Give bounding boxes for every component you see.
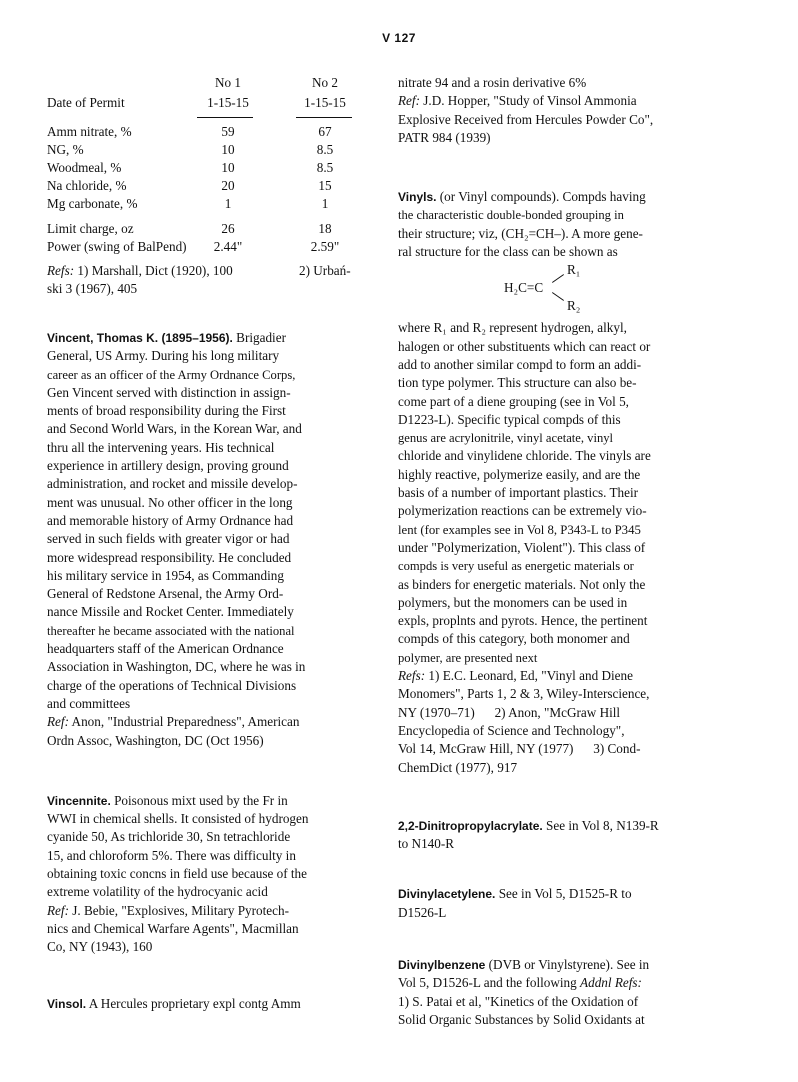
entry-title: Divinylbenzene — [398, 957, 486, 972]
formula-bond — [552, 292, 564, 301]
entry-line: career as an officer of the Army Ordnance Corps, — [47, 367, 296, 382]
entry-line: his military service in 1954, as Commanding — [47, 567, 284, 583]
entry-dinitropropylacrylate — [398, 817, 696, 854]
row-value-no2: 8.5 — [316, 142, 334, 157]
entry-line: basis of a number of important plastics. Their — [398, 485, 639, 501]
ref-text: J.D. Hopper, "Study of Vinsol Ammonia — [423, 93, 637, 109]
row-label: Power (swing of BalPend) — [47, 239, 187, 254]
addnl-refs-label: Addnl Refs: — [580, 975, 642, 991]
ref-text: Co, NY (1943), 160 — [47, 939, 153, 955]
ref-text: NY (1970–71) 2) Anon, "McGraw Hill — [398, 704, 621, 720]
row-value-no1: 10 — [221, 142, 235, 157]
entry-line: more widespread responsibility. He concluded — [47, 549, 292, 565]
date-no1: 1-15-15 — [207, 95, 249, 110]
entry-line: Brigadier — [236, 330, 286, 345]
row-label: Woodmeal, % — [47, 160, 122, 175]
entry-line: Vol 5, D1526-L and the following — [398, 975, 577, 991]
ref-label: Ref: — [47, 714, 69, 730]
entry-line: headquarters staff of the American Ordnance — [47, 641, 284, 657]
table-row — [47, 141, 355, 159]
ref-text: Vol 14, McGraw Hill, NY (1977) 3) Cond- — [398, 741, 641, 757]
entry-vincennite — [47, 792, 355, 957]
entry-line: Solid Organic Substances by Solid Oxidants at — [398, 1011, 645, 1027]
entry-title: Divinylacetylene. — [398, 887, 496, 902]
entry-line: administration, and rocket and missile develop- — [47, 476, 298, 492]
entry-line: nitrate 94 and a rosin derivative 6% — [398, 75, 587, 90]
entry-line: their structure; viz, (CH₂=CH–). A more gene- — [398, 225, 643, 241]
entry-line: WWI in chemical shells. It consisted of hydrogen — [47, 811, 309, 827]
entry-line: experience in artillery design, proving ground — [47, 458, 289, 474]
row-label: Na chloride, % — [47, 178, 127, 193]
entry-line: ments of broad responsibility during the First — [47, 403, 286, 419]
row-value-no2: 15 — [318, 178, 332, 193]
entry-line: nance Missile and Rocket Center. Immediately — [47, 604, 294, 620]
row-value-no1: 59 — [221, 124, 235, 139]
refs-label: Refs: — [398, 668, 426, 684]
row-label: Limit charge, oz — [47, 221, 134, 236]
entry-line: chloride and vinylidene chloride. The vinyls are — [398, 448, 651, 464]
entry-title: Vinyls. — [398, 190, 437, 205]
table-header-row — [47, 74, 355, 92]
entry-line: ral structure for the class can be shown as — [398, 244, 618, 260]
ref-label: Ref: — [398, 93, 420, 109]
table-row — [47, 177, 355, 195]
ref-text: Anon, "Industrial Preparedness", American — [71, 714, 300, 730]
table-row — [47, 195, 355, 213]
entry-line: General, US Army. During his long military — [47, 348, 280, 364]
entry-line: thereafter he became associated with the national — [47, 623, 295, 638]
entry-line: and committees — [47, 695, 131, 711]
table-refs-row2 — [47, 280, 355, 298]
row-value-no2: 8.5 — [316, 160, 334, 175]
row-label: Amm nitrate, % — [47, 124, 132, 139]
entry-line: obtaining toxic concns in field use because of the — [47, 866, 308, 882]
ref-text: Monomers", Parts 1, 2 & 3, Wiley-Interscience, — [398, 686, 650, 702]
entry-line: the characteristic double-bonded grouping in — [398, 208, 624, 223]
ref-text: Explosive Received from Hercules Powder Co", — [398, 111, 654, 127]
entry-line: thru all the intervening years. His technical — [47, 439, 275, 455]
ref-text: 1) E.C. Leonard, Ed, "Vinyl and Diene — [428, 668, 633, 684]
entry-line: 1) S. Patai et al, "Kinetics of the Oxidation of — [398, 993, 639, 1009]
row-value-no1: 10 — [221, 160, 235, 175]
entry-title: Vincent, Thomas K. (1895–1956). — [47, 331, 233, 345]
entry-line: (DVB or Vinylstyrene). See in — [488, 956, 650, 972]
permit-table — [47, 74, 355, 296]
right-column — [398, 74, 696, 1029]
entry-divinylbenzene — [398, 956, 696, 1029]
entry-line: 15, and chloroform 5%. There was difficulty in — [47, 847, 296, 863]
refs-line1: 1) Marshall, Dict (1920), 100 — [77, 263, 233, 278]
entry-line: Association in Washington, DC, where he was in — [47, 659, 306, 675]
formula-r1: R₁ — [567, 262, 581, 278]
header-no2: No 2 — [311, 75, 338, 90]
table-row — [47, 238, 355, 256]
page-number: V 127 — [382, 31, 416, 45]
row-value-no2: 1 — [321, 196, 329, 211]
entry-line: and memorable history of Army Ordnance had — [47, 512, 294, 528]
entry-line: General of Redstone Arsenal, the Army Ord- — [47, 586, 284, 602]
ref-text: Encyclopedia of Science and Technology", — [398, 722, 625, 738]
entry-line: halogen or other substituents which can react or — [398, 338, 651, 354]
entry-line: highly reactive, polymerize easily, and are the — [398, 466, 641, 482]
entry-vincent — [47, 329, 355, 750]
refs-label: Refs: — [47, 263, 75, 278]
ref-label: Ref: — [47, 902, 69, 918]
row-value-no2: 67 — [318, 124, 332, 139]
entry-line: Poisonous mixt used by the Fr in — [114, 792, 288, 808]
entry-line: tion type polymer. This structure can also be- — [398, 375, 637, 391]
header-no1: No 1 — [214, 75, 241, 90]
date-no2: 1-15-15 — [304, 95, 346, 110]
entry-line: genus are acrylonitrile, vinyl acetate, vinyl — [398, 431, 614, 446]
entry-line: extreme volatility of the hydrocyanic acid — [47, 884, 268, 900]
entry-line: to N140-R — [398, 836, 455, 852]
ref-text: Ordn Assoc, Washington, DC (Oct 1956) — [47, 732, 264, 748]
formula-left: H₂C=C — [504, 280, 544, 296]
entry-line: Gen Vincent served with distinction in assign- — [47, 384, 291, 400]
entry-line: and Second World Wars, in the Korean War, and — [47, 421, 302, 437]
entry-line: polymers, but the monomers can be used in — [398, 594, 628, 610]
row-value-no1: 2.44" — [213, 239, 243, 254]
row-value-no2: 2.59" — [310, 239, 340, 254]
table-refs-row — [47, 262, 355, 280]
table-row — [47, 220, 355, 238]
row-value-no1: 26 — [221, 221, 235, 236]
entry-line: polymer, are presented next — [398, 650, 538, 665]
entry-line: cyanide 50, As trichloride 30, Sn tetrachloride — [47, 829, 291, 845]
formula-r2: R₂ — [567, 298, 581, 314]
entry-vinyls — [398, 188, 696, 777]
refs-line1b: 2) Urbań- — [299, 263, 351, 278]
entry-line: add to another similar compd to form an addi- — [398, 356, 642, 372]
entry-line: A Hercules proprietary expl contg Amm — [88, 995, 301, 1011]
row-value-no1: 20 — [221, 178, 235, 193]
entry-line: compds is very useful as energetic materials or — [398, 559, 634, 574]
date-label: Date of Permit — [47, 95, 125, 110]
entry-line: D1526-L — [398, 904, 447, 920]
entry-line: (or Vinyl compounds). Compds having — [439, 189, 646, 205]
entry-line: compds of this category, both monomer and — [398, 631, 630, 647]
vinyl-structure-formula — [398, 263, 696, 319]
row-label: Mg carbonate, % — [47, 196, 138, 211]
table-rule — [296, 117, 352, 118]
table-row — [47, 159, 355, 177]
table-date-row — [47, 94, 355, 112]
entry-vinsol — [47, 995, 355, 1013]
entry-line: under "Polymerization, Violent"). This class of — [398, 539, 646, 555]
formula-bond — [552, 274, 564, 283]
refs-line2: ski 3 (1967), 405 — [47, 281, 138, 296]
entry-line: See in Vol 5, D1525-R to — [498, 886, 632, 902]
entry-line: as binders for energetic materials. Not only the — [398, 576, 646, 592]
left-column — [47, 74, 355, 1013]
entry-line: expls, proplnts and pyrots. Hence, the pertinent — [398, 613, 648, 629]
entry-line: charge of the operations of Technical Divisions — [47, 677, 297, 693]
row-value-no2: 18 — [318, 221, 332, 236]
entry-line: served in such fields with greater vigor or had — [47, 531, 290, 547]
ref-text: PATR 984 (1939) — [398, 129, 491, 145]
table-rule — [197, 117, 253, 118]
row-value-no1: 1 — [224, 196, 232, 211]
entry-line: polymerization reactions can be extremely vio- — [398, 503, 647, 519]
entry-line: lent (for examples see in Vol 8, P343-L to P345 — [398, 522, 641, 537]
entry-title: Vincennite. — [47, 793, 111, 808]
ref-text: nics and Chemical Warfare Agents", Macmillan — [47, 920, 299, 936]
entry-line: where R₁ and R₂ represent hydrogen, alkyl, — [398, 320, 627, 336]
entry-title: Vinsol. — [47, 996, 87, 1011]
entry-line: D1223-L). Specific typical compds of this — [398, 411, 621, 427]
entry-line: See in Vol 8, N139-R — [546, 817, 659, 833]
ref-text: ChemDict (1977), 917 — [398, 759, 518, 775]
entry-divinylacetylene — [398, 885, 696, 922]
table-row — [47, 123, 355, 141]
entry-line: ment was unusual. No other officer in the long — [47, 494, 293, 510]
row-label: NG, % — [47, 142, 84, 157]
entry-vinsol-continued — [398, 74, 696, 147]
entry-line: come part of a diene grouping (see in Vol 5, — [398, 393, 629, 409]
entry-title: 2,2-Dinitropropylacrylate. — [398, 818, 543, 833]
ref-text: J. Bebie, "Explosives, Military Pyrotech- — [72, 902, 289, 918]
